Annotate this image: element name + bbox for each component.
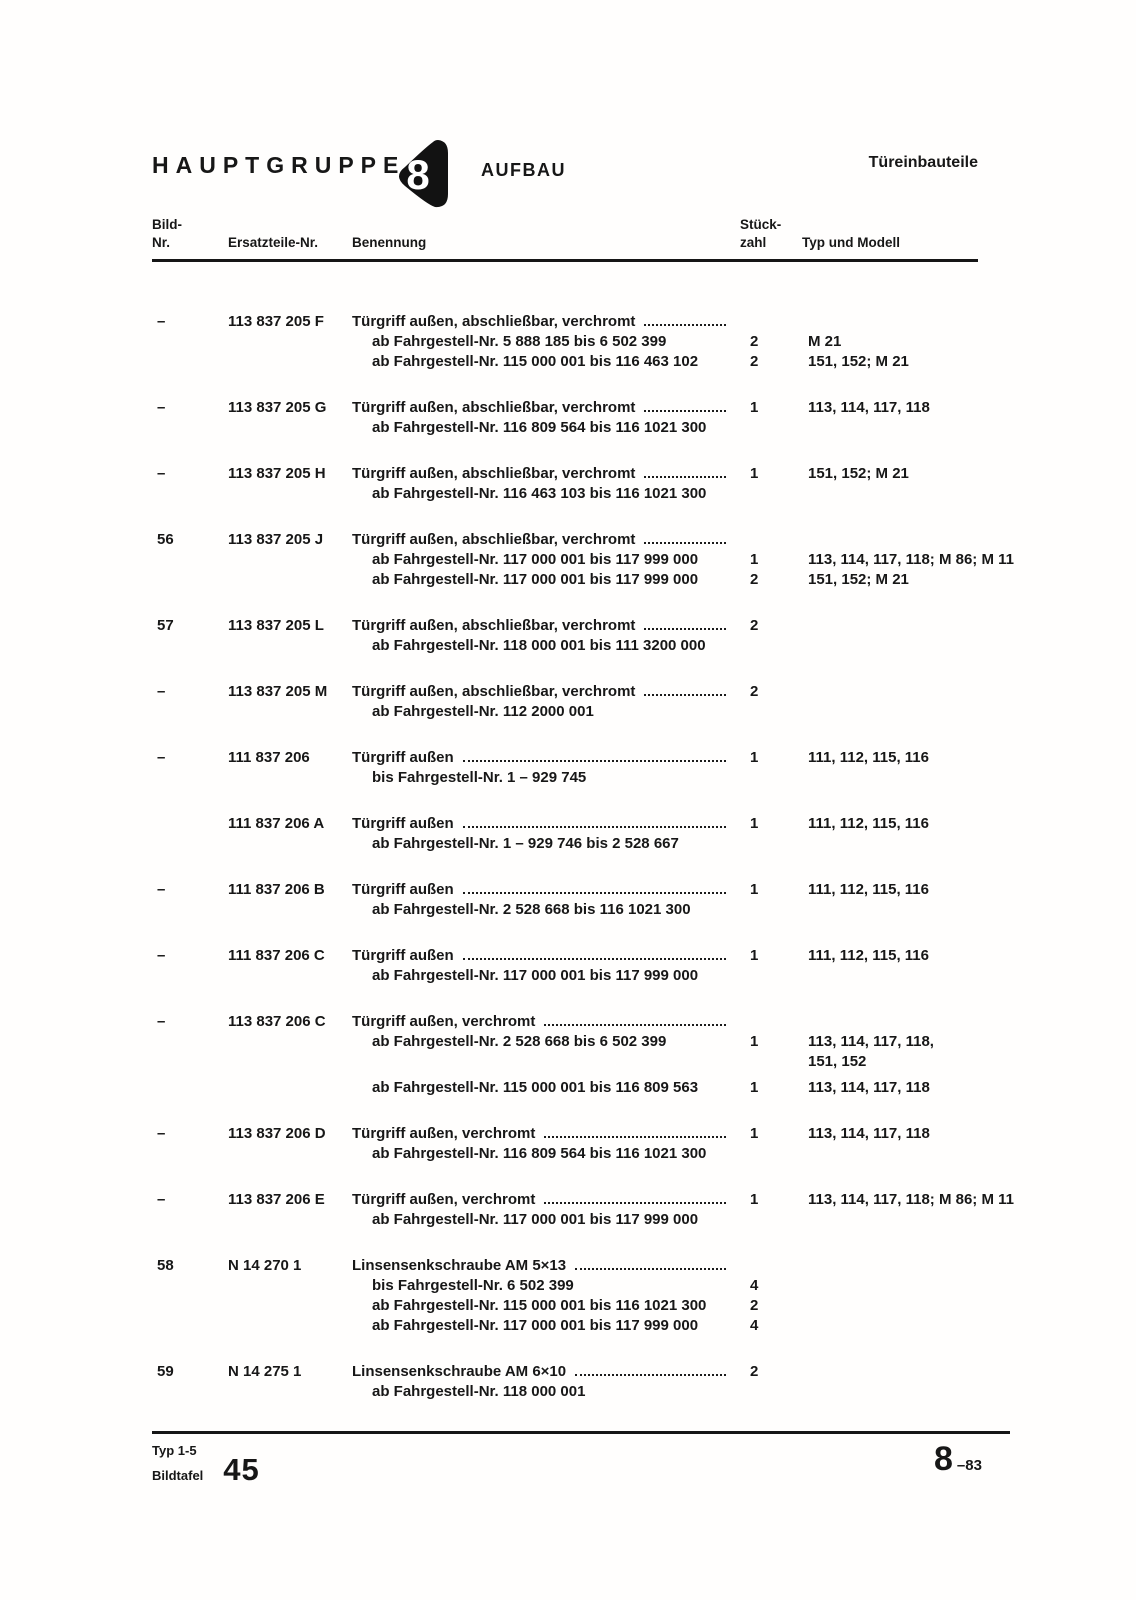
description-text: Türgriff außen, verchromt (352, 1125, 536, 1142)
table-row-line (152, 814, 1032, 834)
column-header-bild: Bild- (152, 217, 182, 232)
table-row-line (152, 702, 1032, 722)
table-row-line (152, 1190, 1032, 1210)
description-text: bis Fahrgestell-Nr. 6 502 399 (372, 1277, 574, 1294)
table-row (152, 464, 1032, 504)
badge-triangle-icon (392, 137, 450, 213)
table-row-line (152, 768, 1032, 788)
table-row-line (152, 1382, 1032, 1402)
description-cell (352, 530, 740, 550)
table-row-line (152, 1078, 1032, 1098)
description-cell (352, 1078, 740, 1098)
type-range-label: Typ 1-5 (152, 1443, 197, 1458)
description-text: Linsensenkschraube AM 6×10 (352, 1363, 567, 1380)
part-number-cell: 113 837 205 G (228, 399, 327, 416)
description-text: bis Fahrgestell-Nr. 1 – 929 745 (372, 769, 587, 786)
description-text: Türgriff außen (352, 749, 454, 766)
description-cell (352, 900, 740, 920)
description-cell (352, 966, 740, 986)
table-row (152, 312, 1032, 372)
description-cell (352, 748, 740, 768)
description-text: Türgriff außen (352, 881, 454, 898)
description-cell (352, 332, 740, 352)
description-cell (352, 418, 740, 438)
quantity-cell: 1 (750, 1191, 759, 1208)
table-row (152, 1256, 1032, 1336)
table-row (152, 682, 1032, 722)
table-row-line (152, 1032, 1032, 1052)
table-row-line (152, 1256, 1032, 1276)
table-row-line (152, 418, 1032, 438)
table-row (152, 748, 1032, 788)
part-number-cell: 113 837 205 L (228, 617, 324, 634)
description-cell (352, 1382, 740, 1402)
table-row-line (152, 484, 1032, 504)
description-text: Türgriff außen, abschließbar, verchromt (352, 399, 636, 416)
type-model-cell: 111, 112, 115, 116 (808, 947, 929, 964)
footer-rule (152, 1431, 1010, 1434)
image-ref-cell: 56 (157, 531, 174, 548)
table-row-line (152, 312, 1032, 332)
plate-reference (152, 1452, 260, 1488)
quantity-cell: 4 (750, 1277, 759, 1294)
quantity-cell: 1 (750, 465, 759, 482)
description-cell (352, 1256, 740, 1276)
description-cell (352, 814, 740, 834)
description-cell (352, 616, 740, 636)
description-text: ab Fahrgestell-Nr. 117 000 001 bis 117 999 000 (372, 967, 699, 984)
quantity-cell: 2 (750, 1297, 759, 1314)
table-row (152, 616, 1032, 656)
description-text: Türgriff außen, abschließbar, verchromt (352, 313, 636, 330)
description-text: ab Fahrgestell-Nr. 117 000 001 bis 117 999 000 (372, 1317, 699, 1334)
part-number-cell: 113 837 205 F (228, 313, 324, 330)
dotted-leader (544, 1202, 726, 1204)
image-ref-cell: – (157, 313, 166, 330)
dotted-leader (644, 694, 726, 696)
description-cell (352, 1296, 740, 1316)
part-number-cell: N 14 270 1 (228, 1257, 302, 1274)
quantity-cell: 2 (750, 1363, 759, 1380)
description-text: ab Fahrgestell-Nr. 115 000 001 bis 116 463 102 (372, 353, 699, 370)
part-number-cell: 113 837 206 E (228, 1191, 325, 1208)
image-ref-cell: 57 (157, 617, 174, 634)
type-model-cell: 113, 114, 117, 118; M 86; M 11 (808, 551, 1014, 568)
table-row-line (152, 550, 1032, 570)
table-row (152, 1362, 1032, 1402)
type-model-cell: 111, 112, 115, 116 (808, 881, 929, 898)
type-model-cell: 113, 114, 117, 118 (808, 1125, 930, 1142)
table-row-line (152, 352, 1032, 372)
description-text: ab Fahrgestell-Nr. 115 000 001 bis 116 1021 300 (372, 1297, 707, 1314)
image-ref-cell: – (157, 749, 166, 766)
header-rule (152, 259, 978, 262)
image-ref-cell: – (157, 881, 166, 898)
table-row-line (152, 1012, 1032, 1032)
parts-table (152, 312, 1032, 1428)
dotted-leader (463, 958, 726, 960)
quantity-cell: 2 (750, 617, 759, 634)
description-text: Linsensenkschraube AM 5×13 (352, 1257, 567, 1274)
table-row (152, 1190, 1032, 1230)
table-row-line (152, 530, 1032, 550)
dotted-leader (575, 1268, 726, 1270)
dotted-leader (644, 542, 726, 544)
table-row-line (152, 464, 1032, 484)
part-number-cell: 113 837 206 D (228, 1125, 326, 1142)
description-cell (352, 682, 740, 702)
description-cell (352, 1362, 740, 1382)
description-cell (352, 946, 740, 966)
part-number-cell: 113 837 206 C (228, 1013, 326, 1030)
quantity-cell: 1 (750, 1033, 759, 1050)
dotted-leader (644, 324, 726, 326)
type-model-cell: 151, 152 (808, 1053, 867, 1070)
table-row-line (152, 900, 1032, 920)
main-group-title: HAUPTGRUPPE (152, 152, 406, 178)
description-cell (352, 880, 740, 900)
description-text: ab Fahrgestell-Nr. 1 – 929 746 bis 2 528 667 (372, 835, 679, 852)
description-text: ab Fahrgestell-Nr. 116 809 564 bis 116 1021 300 (372, 1145, 707, 1162)
type-model-cell: 151, 152; M 21 (808, 571, 909, 588)
quantity-cell: 2 (750, 353, 759, 370)
table-row-line (152, 1052, 1032, 1072)
description-text: ab Fahrgestell-Nr. 5 888 185 bis 6 502 399 (372, 333, 667, 350)
dotted-leader (463, 826, 726, 828)
image-ref-cell: – (157, 1191, 166, 1208)
table-row (152, 398, 1032, 438)
description-text: ab Fahrgestell-Nr. 112 2000 001 (372, 703, 594, 720)
quantity-cell: 1 (750, 399, 759, 416)
image-ref-cell: 59 (157, 1363, 174, 1380)
dotted-leader (544, 1136, 726, 1138)
table-row-line (152, 682, 1032, 702)
type-model-cell: 113, 114, 117, 118 (808, 1079, 930, 1096)
table-row-line (152, 1362, 1032, 1382)
table-row-line (152, 1124, 1032, 1144)
description-text: ab Fahrgestell-Nr. 115 000 001 bis 116 809 563 (372, 1079, 699, 1096)
part-number-cell: N 14 275 1 (228, 1363, 302, 1380)
image-ref-cell: – (157, 1125, 166, 1142)
quantity-cell: 2 (750, 333, 759, 350)
image-ref-cell: – (157, 465, 166, 482)
type-model-cell: 113, 114, 117, 118, (808, 1033, 934, 1050)
table-row-line (152, 1316, 1032, 1336)
type-model-cell: 111, 112, 115, 116 (808, 749, 929, 766)
table-row-line (152, 946, 1032, 966)
table-row-line (152, 1276, 1032, 1296)
table-row-line (152, 332, 1032, 352)
description-text: ab Fahrgestell-Nr. 117 000 001 bis 117 999 000 (372, 571, 699, 588)
page-number (934, 1440, 982, 1479)
column-header-qty-zahl: zahl (740, 235, 767, 250)
description-text: Türgriff außen (352, 947, 454, 964)
description-cell (352, 1144, 740, 1164)
description-text: Türgriff außen, verchromt (352, 1013, 536, 1030)
table-row-line (152, 880, 1032, 900)
part-number-cell: 113 837 205 M (228, 683, 328, 700)
description-text: ab Fahrgestell-Nr. 116 463 103 bis 116 1021 300 (372, 485, 707, 502)
table-row-line (152, 834, 1032, 854)
table-row (152, 880, 1032, 920)
description-text: Türgriff außen, verchromt (352, 1191, 536, 1208)
image-ref-cell: – (157, 683, 166, 700)
description-cell (352, 834, 740, 854)
dotted-leader (463, 892, 726, 894)
part-number-cell: 113 837 205 J (228, 531, 324, 548)
table-row (152, 946, 1032, 986)
quantity-cell: 1 (750, 815, 759, 832)
table-row-line (152, 1296, 1032, 1316)
description-cell (352, 1316, 740, 1336)
description-text: Türgriff außen, abschließbar, verchromt (352, 617, 636, 634)
table-row-line (152, 398, 1032, 418)
table-row (152, 1124, 1032, 1164)
dotted-leader (575, 1374, 726, 1376)
table-row-line (152, 636, 1032, 656)
description-cell (352, 352, 740, 372)
quantity-cell: 1 (750, 749, 759, 766)
part-number-cell: 111 837 206 A (228, 815, 325, 832)
image-ref-cell: – (157, 1013, 166, 1030)
quantity-cell: 1 (750, 1125, 759, 1142)
type-model-cell: 151, 152; M 21 (808, 465, 909, 482)
description-cell (352, 312, 740, 332)
dotted-leader (463, 760, 726, 762)
column-header-bild-nr: Nr. (152, 235, 171, 250)
description-text: ab Fahrgestell-Nr. 116 809 564 bis 116 1021 300 (372, 419, 707, 436)
description-cell (352, 768, 740, 788)
plate-number: 45 (223, 1452, 260, 1487)
plate-label: Bildtafel (152, 1468, 204, 1483)
table-row-line (152, 1144, 1032, 1164)
quantity-cell: 2 (750, 683, 759, 700)
description-cell (352, 570, 740, 590)
page-subject: Türeinbauteile (868, 154, 978, 171)
description-text: ab Fahrgestell-Nr. 2 528 668 bis 116 1021 300 (372, 901, 691, 918)
quantity-cell: 1 (750, 881, 759, 898)
table-row-line (152, 616, 1032, 636)
description-cell (352, 1012, 740, 1032)
part-number-cell: 111 837 206 C (228, 947, 325, 964)
description-cell (352, 1210, 740, 1230)
dotted-leader (544, 1024, 726, 1026)
quantity-cell: 4 (750, 1317, 759, 1334)
page-number-suffix: –83 (956, 1457, 982, 1474)
description-cell (352, 1124, 740, 1144)
type-model-cell: M 21 (808, 333, 842, 350)
quantity-cell: 1 (750, 1079, 759, 1096)
table-row-line (152, 748, 1032, 768)
description-cell (352, 550, 740, 570)
part-number-cell: 113 837 205 H (228, 465, 326, 482)
dotted-leader (644, 410, 726, 412)
quantity-cell: 2 (750, 571, 759, 588)
table-row (152, 814, 1032, 854)
description-text: ab Fahrgestell-Nr. 2 528 668 bis 6 502 399 (372, 1033, 667, 1050)
section-title: AUFBAU (481, 160, 566, 180)
image-ref-cell: – (157, 399, 166, 416)
quantity-cell: 1 (750, 551, 759, 568)
description-cell (352, 636, 740, 656)
type-model-cell: 113, 114, 117, 118 (808, 399, 930, 416)
column-header-description: Benennung (352, 235, 427, 250)
description-text: Türgriff außen (352, 815, 454, 832)
type-model-cell: 113, 114, 117, 118; M 86; M 11 (808, 1191, 1014, 1208)
dotted-leader (644, 628, 726, 630)
type-model-cell: 151, 152; M 21 (808, 353, 909, 370)
description-text: Türgriff außen, abschließbar, verchromt (352, 465, 636, 482)
description-cell (352, 1276, 740, 1296)
table-row (152, 530, 1032, 590)
description-text: ab Fahrgestell-Nr. 118 000 001 (372, 1383, 586, 1400)
part-number-cell: 111 837 206 (228, 749, 310, 766)
table-row-line (152, 570, 1032, 590)
column-header-qty: Stück- (740, 217, 782, 232)
description-cell (352, 484, 740, 504)
image-ref-cell: 58 (157, 1257, 174, 1274)
type-model-cell: 111, 112, 115, 116 (808, 815, 929, 832)
page-group-number: 8 (934, 1440, 953, 1478)
table-row (152, 1012, 1032, 1098)
image-ref-cell: – (157, 947, 166, 964)
description-cell (352, 1190, 740, 1210)
column-header-type-model: Typ und Modell (802, 235, 900, 250)
part-number-cell: 111 837 206 B (228, 881, 325, 898)
group-number-badge (392, 137, 450, 213)
description-text: Türgriff außen, abschließbar, verchromt (352, 531, 636, 548)
description-cell (352, 1032, 740, 1052)
description-text: Türgriff außen, abschließbar, verchromt (352, 683, 636, 700)
quantity-cell: 1 (750, 947, 759, 964)
group-number: 8 (406, 151, 430, 198)
column-header-part-number: Ersatzteile-Nr. (228, 235, 319, 250)
description-text: ab Fahrgestell-Nr. 118 000 001 bis 111 3200 000 (372, 637, 706, 654)
dotted-leader (644, 476, 726, 478)
description-cell (352, 702, 740, 722)
description-cell (352, 398, 740, 418)
description-text: ab Fahrgestell-Nr. 117 000 001 bis 117 999 000 (372, 1211, 699, 1228)
description-text: ab Fahrgestell-Nr. 117 000 001 bis 117 999 000 (372, 551, 699, 568)
description-cell (352, 464, 740, 484)
table-row-line (152, 966, 1032, 986)
table-row-line (152, 1210, 1032, 1230)
